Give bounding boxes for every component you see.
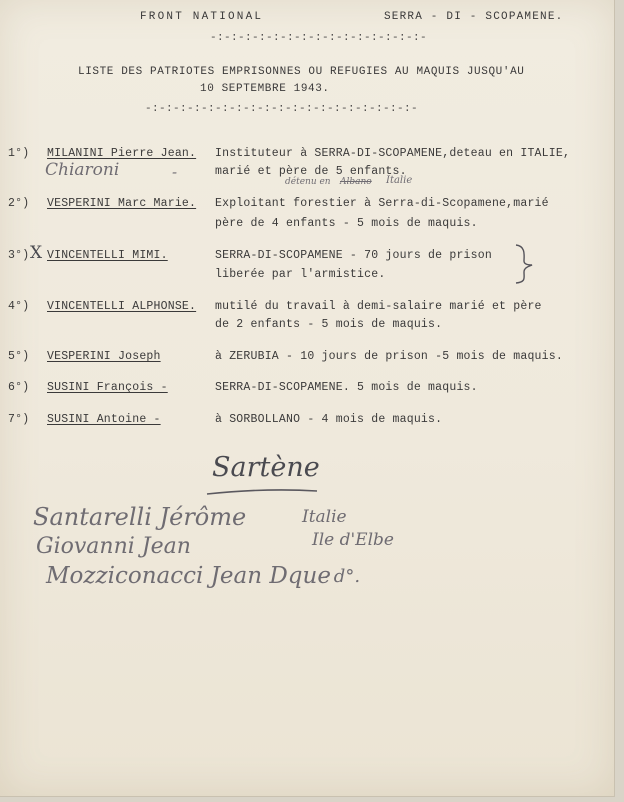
title-separator: -:-:-:-:-:-:-:-:-:-:-:-:-:-:-:-:-:-:-:- <box>145 103 419 115</box>
entry-1-number: 1°) <box>8 147 30 160</box>
handwritten-dash: - <box>172 163 178 181</box>
handwritten-place-2: Ile d'Elbe <box>312 530 394 550</box>
handwritten-note-detenu: détenu en <box>285 177 331 187</box>
handwritten-bracket <box>512 242 538 286</box>
handwritten-note-italie: Italie <box>386 175 413 186</box>
entry-1-name: MILANINI Pierre Jean. <box>47 147 197 160</box>
handwritten-name-2: Giovanni Jean <box>36 534 191 559</box>
entry-1-description-line1: Instituteur à SERRA-DI-SCOPAMENE,deteau en ITALIE, <box>215 147 571 160</box>
entry-1-description-line2: marié et père de 5 enfants. <box>215 165 407 178</box>
entry-5-number: 5°) <box>8 350 30 363</box>
entry-6-description-line1: SERRA-DI-SCOPAMENE. 5 mois de maquis. <box>215 381 478 394</box>
entry-5-description-line1: à ZERUBIA - 10 jours de prison -5 mois de maquis. <box>215 350 563 363</box>
entry-6-number: 6°) <box>8 381 30 394</box>
entry-7-description-line1: à SORBOLLANO - 4 mois de maquis. <box>215 413 443 426</box>
handwritten-check-mark: X <box>30 243 43 263</box>
handwritten-place-3: - d°. <box>322 566 361 587</box>
entry-2-description-line2: père de 4 enfants - 5 mois de maquis. <box>215 217 478 230</box>
handwritten-sartene-heading: Sartène <box>212 452 320 483</box>
entry-4-name: VINCENTELLI ALPHONSE. <box>47 300 197 313</box>
handwritten-name-3: Mozziconacci Jean Dque <box>46 563 331 589</box>
entry-2-name: VESPERINI Marc Marie. <box>47 197 197 210</box>
document-title-line1: LISTE DES PATRIOTES EMPRISONNES OU REFUGIES AU MAQUIS JUSQU'AU <box>78 66 525 78</box>
entry-7-number: 7°) <box>8 413 30 426</box>
handwritten-name-1: Santarelli Jérôme <box>33 503 247 531</box>
handwritten-chiaroni: Chiaroni <box>45 160 120 180</box>
location-heading: SERRA - DI - SCOPAMENE. <box>384 11 564 23</box>
entry-4-description-line2: de 2 enfants - 5 mois de maquis. <box>215 318 443 331</box>
entry-3-name: VINCENTELLI MIMI. <box>47 249 168 262</box>
entry-3-description-line2: liberée par l'armistice. <box>215 268 386 281</box>
entry-2-number: 2°) <box>8 197 30 210</box>
handwritten-note-struck: Albano <box>340 177 372 187</box>
header-separator: -:-:-:-:-:-:-:-:-:-:-:-:-:-:-:- <box>210 32 428 44</box>
entry-7-name: SUSINI Antoine - <box>47 413 161 426</box>
entry-3-number: 3°) <box>8 249 30 262</box>
organization-heading: FRONT NATIONAL <box>140 11 264 23</box>
entry-3-description-line1: SERRA-DI-SCOPAMENE - 70 jours de prison <box>215 249 492 262</box>
entry-6-name: SUSINI François - <box>47 381 168 394</box>
document-title-line2: 10 SEPTEMBRE 1943. <box>200 83 330 95</box>
handwritten-place-1: Italie <box>302 507 347 527</box>
entry-2-description-line1: Exploitant forestier à Serra-di-Scopamene,marié <box>215 197 549 210</box>
entry-4-number: 4°) <box>8 300 30 313</box>
entry-4-description-line1: mutilé du travail à demi-salaire marié et père <box>215 300 542 313</box>
handwritten-underline <box>205 486 320 498</box>
entry-5-name: VESPERINI Joseph <box>47 350 161 363</box>
